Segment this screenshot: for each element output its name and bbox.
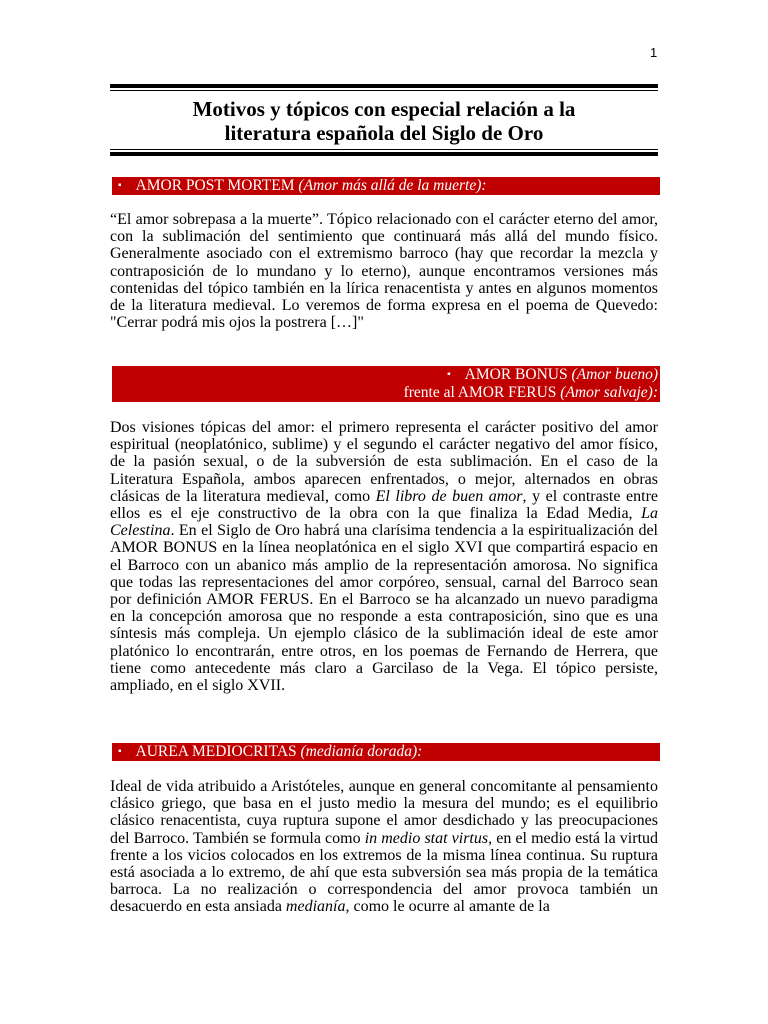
bullet-icon: ▪ (118, 746, 122, 757)
section-heading-amor-bonus (112, 366, 660, 402)
heading-text: AMOR BONUS (464, 366, 572, 383)
heading-italic-text: (Amor bueno) (571, 366, 658, 383)
work-title-libro-buen-amor: El libro de buen amor (375, 487, 523, 505)
paragraph-text: . En el Siglo de Oro habrá una clarísima tendencia a la espiritualización del AMOR BONUS en la línea neoplatónica en el siglo XVI que compartirá espacio en el Barroco con un abanico más amplio de la representación amorosa. No significa que todas las representaciones del amor corpóreo, sensual, carnal del Barroco sean por definición AMOR FERUS. En el Barroco se ha alcanzado un nuevo paradigma en la concepción amorosa que no responde a esta contraposición, sino que es una síntesis más compleja. Un ejemplo clásico de la sublimación ideal de este amor platónico lo encontrarán, entre otros, en los poemas de Fernando de Herrera, que tiene como antecedente más claro a Garcilaso de la Vega. El tópico persiste, ampliado, en el siglo XVII. (110, 522, 658, 695)
section-heading-amor-post-mortem (112, 177, 660, 195)
heading-text: frente al AMOR FERUS (403, 384, 561, 401)
paragraph-text: , y el contraste entre ellos es el eje constructivo de la obra con la que finaliza la Edad Media, (110, 487, 658, 523)
heading-line-2 (112, 384, 658, 402)
paragraph-text: Ideal de vida atribuido a Aristóteles, aunque en general concomitante al pensamiento clásico griego, que basa en el justo medio la mesura del mundo; es el equilibrio clásico renacentista, cuya ruptura supone el amor desdichado y las preocupaciones del Barroco. También se formula como (110, 778, 658, 847)
heading-italic-text: (Amor salvaje): (560, 384, 658, 401)
heading-italic-text: (medianía dorada): (300, 743, 423, 760)
title-rule-top (110, 84, 658, 88)
paragraph-text: , como le ocurre al amante de la (345, 898, 550, 916)
section-paragraph-amor-post-mortem: “El amor sobrepasa a la muerte”. Tópico relacionado con el carácter eterno del amor, con la sublimación del sentimiento que continuará más allá del mundo físico. Generalmente asociado con el extremismo barroco (hay que recordar la mezcla y contraposición de lo mundano y lo eterno), aunque encontramos versiones más contenidas del tópico también en la lírica renacentista y antes en algunos momentos de la literatura medieval. Lo veremos de forma expresa en el poema de Quevedo: "Cerrar podrá mis ojos la postrera […]" (110, 211, 658, 332)
paragraph-text: Dos visiones tópicas del amor: el primero representa el carácter positivo del amor espiritual (neoplatónico, sublime) y el segundo el carácter negativo del amor físico, de la pasión sexual, o de la subversión de esta sublimación. En el caso de la Literatura Española, ambos aparecen enfrentados, o mejor, alternados en obras clásicas de la literatura medieval, como (110, 419, 658, 505)
paragraph-text: , en el medio está la virtud frente a los vicios colocados en los extremos de la misma línea continua. Su ruptura está asociada a lo extremo, de ahí que esta subversión sea más propia de la temática barroca. La no realización o correspondencia del amor provoca también un desacuerdo en esta ansiada (110, 829, 659, 916)
title-line-2: literatura española del Siglo de Oro (224, 121, 544, 145)
bullet-icon: ▪ (118, 180, 122, 191)
document-title-block (110, 84, 658, 156)
title-rule-bottom (110, 152, 658, 156)
document-title (110, 91, 658, 147)
section-paragraph-amor-bonus (110, 419, 658, 694)
italic-term-mediania: medianía (285, 898, 346, 916)
latin-phrase: in medio stat virtus (364, 829, 489, 847)
title-rule-bottom-thin (110, 149, 658, 150)
heading-text: AMOR POST MORTEM (135, 177, 299, 194)
page-number: 1 (650, 45, 658, 60)
work-title-la-celestina: La Celestina (110, 505, 658, 540)
section-heading-aurea-mediocritas (112, 743, 660, 761)
title-line-1: Motivos y tópicos con especial relación a la (192, 97, 576, 121)
bullet-icon: ▪ (447, 369, 451, 380)
heading-text: AUREA MEDIOCRITAS (135, 743, 301, 760)
heading-italic-text: (Amor más allá de la muerte): (298, 177, 487, 194)
section-paragraph-aurea-mediocritas (110, 778, 658, 916)
heading-line-1 (112, 366, 658, 384)
